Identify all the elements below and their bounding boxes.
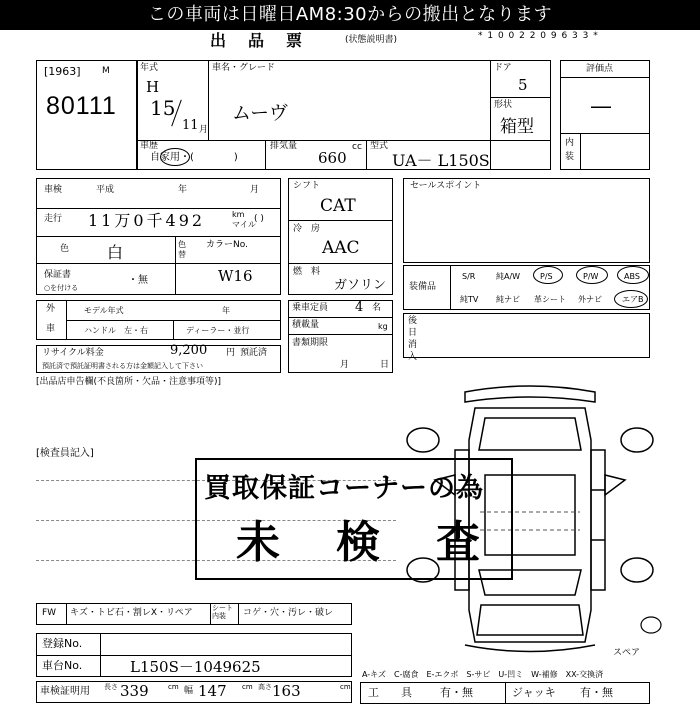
warranty-note: ○を付ける [44, 284, 79, 292]
mileage-unit: km [232, 210, 245, 219]
lot-code: [1963] [44, 65, 81, 78]
color-change-label: 色替 [178, 240, 186, 259]
jack-value: 有・無 [580, 686, 613, 699]
airbag-circle [614, 290, 648, 308]
equipment-abs: ABS [624, 272, 640, 281]
ac-value: AAC [322, 238, 360, 258]
lot-mark: M [102, 66, 110, 76]
notice-banner: この車両は日曜日AM8:30からの搬出となります [0, 0, 700, 30]
color-no-value: W16 [218, 267, 253, 285]
color-no-label: カラーNo. [206, 240, 248, 250]
import-dealer: ディーラー・並行 [186, 326, 250, 335]
month-unit: 月 [199, 125, 209, 135]
year-value: 15 [150, 96, 176, 120]
year-era: H [146, 78, 160, 96]
seat-label: シート 内装 [212, 604, 233, 620]
rear-seat-label: 後日 消 入 [408, 316, 418, 362]
fuel-label: 燃 料 [293, 267, 321, 277]
cert-unit-1: cm [168, 683, 179, 691]
equipment-ext-navi: 外ナビ [578, 295, 602, 304]
damage-legend: A-キズ C-腐食 E-エクボ S-サビ U-凹ミ W-補修 XX-交換済 [362, 670, 604, 679]
equipment-box [403, 265, 650, 310]
lot-number: 80111 [46, 92, 117, 120]
seat-text: コゲ・穴・汚レ・破レ [243, 608, 334, 618]
ps-circle [533, 266, 563, 284]
shape-label: 形状 [494, 100, 513, 110]
import-label-1: 外 [46, 304, 56, 314]
model-value: UA－ L150S [392, 151, 490, 170]
load-label: 積載量 [292, 320, 320, 330]
equipment-airbag: エアB [622, 295, 644, 304]
stamp-line-2: 未 検 査 [236, 517, 486, 568]
jack-label: ジャッキ [512, 686, 556, 699]
door-label: ドア [494, 63, 512, 73]
inspection-month-unit: 月 [250, 185, 260, 195]
cert-width-label: 幅 [184, 686, 194, 696]
sheet-subtitle: (状態説明書) [345, 35, 398, 45]
barcode-serial: * 1 0 0 2 2 0 9 6 3 3 * [478, 31, 599, 41]
sheet-title: 出 品 票 [210, 31, 306, 50]
fw-text: キズ・トビ石・割レX・リペア [70, 608, 193, 618]
equipment-alloy: 純A/W [496, 272, 521, 281]
recycle-value: 9,200 [170, 343, 208, 358]
history-circle [160, 148, 190, 166]
docs-month-unit: 月 [340, 360, 350, 370]
cert-label: 車検証明用 [40, 686, 90, 697]
shape-value: 箱型 [500, 117, 534, 137]
docs-label: 書類期限 [292, 338, 329, 348]
shift-label: シフト [293, 181, 321, 191]
inspection-era: 平成 [96, 185, 115, 195]
equipment-ps: P/S [540, 272, 553, 281]
cert-height: 163 [272, 682, 301, 700]
fw-label: FW [42, 608, 57, 618]
capacity-label: 乗車定員 [292, 303, 329, 313]
rating-label: 評価点 [586, 64, 614, 74]
rating-value: — [590, 94, 612, 119]
dealer-notes-label: [出品店申告欄(不良箇所・欠品・注意事項等)] [36, 377, 222, 387]
interior-label: 内装 [565, 138, 575, 162]
abs-circle [617, 266, 649, 284]
history-label: 車歴 [140, 141, 159, 151]
sales-point-label: セールスポイント [410, 181, 482, 191]
mileage-paren: ( ) [254, 214, 264, 224]
cert-height-label: 高さ [258, 683, 272, 691]
color-value: 白 [107, 243, 124, 262]
displacement-value: 660 [318, 149, 347, 167]
equipment-leather: 革シート [534, 295, 566, 304]
car-name-value: ムーヴ [232, 102, 289, 124]
recycle-status: 預託済 [240, 348, 268, 358]
inspection-year-unit: 年 [178, 185, 188, 195]
color-label: 色 [60, 244, 70, 254]
chassis-label: 車台No. [42, 659, 83, 672]
tools-value: 有・無 [440, 686, 473, 699]
warranty-value: ・無 [128, 275, 148, 286]
equipment-label: 装備品 [409, 282, 437, 292]
mileage-unit2: マイル [232, 220, 256, 229]
cert-length: 339 [120, 682, 149, 700]
fuel-value: ガソリン [334, 278, 387, 293]
equipment-navi: 純ナビ [496, 295, 520, 304]
registration-label: 登録No. [42, 637, 83, 650]
load-unit: kg [378, 322, 388, 331]
recycle-unit: 円 [226, 348, 236, 358]
ac-label: 冷 房 [293, 224, 321, 234]
equipment-pw: P/W [583, 272, 599, 281]
inspection-label: 車検 [44, 185, 63, 195]
history-value: 自家用・( ) [150, 152, 238, 163]
car-name-label: 車名・グレード [212, 63, 276, 73]
import-model-year: モデル年式 [84, 306, 124, 315]
stamp-line-1: 買取保証コーナーの為 [204, 473, 484, 504]
cert-unit-3: cm [340, 683, 351, 691]
docs-day-unit: 日 [380, 360, 390, 370]
recycle-label: リサイクル料金 [42, 348, 104, 358]
spare-label: スペア [613, 648, 641, 658]
tools-label: 工 具 [368, 686, 412, 699]
displacement-unit: cc [352, 142, 362, 152]
import-label-2: 車 [46, 324, 56, 334]
import-handle: ハンドル 左・右 [84, 326, 148, 335]
cert-length-label: 長さ [104, 683, 118, 691]
cert-width: 147 [198, 682, 227, 700]
recycle-note: 預託済で預託証明書される方は金額記入して下さい [42, 362, 203, 370]
warranty-label: 保証書 [44, 270, 72, 280]
capacity-value: 4 [355, 300, 364, 315]
door-value: 5 [518, 76, 528, 94]
shift-value: CAT [320, 196, 356, 216]
year-label: 年式 [140, 63, 159, 73]
month-value: 11 [182, 118, 199, 133]
inspector-label: [検査員記入] [36, 448, 94, 459]
mileage-value: 11万0千492 [88, 211, 206, 230]
import-year-unit: 年 [222, 306, 230, 315]
cert-unit-2: cm [242, 683, 253, 691]
model-label: 型式 [370, 141, 389, 151]
equipment-tv: 純TV [460, 295, 479, 304]
displacement-label: 排気量 [270, 141, 298, 151]
mileage-label: 走行 [44, 214, 63, 224]
chassis-value: L150S－1049625 [130, 658, 261, 676]
equipment-sr: S/R [462, 272, 476, 281]
capacity-unit: 名 [372, 303, 382, 313]
rear-seat-box [403, 313, 650, 358]
pw-circle [576, 266, 608, 284]
